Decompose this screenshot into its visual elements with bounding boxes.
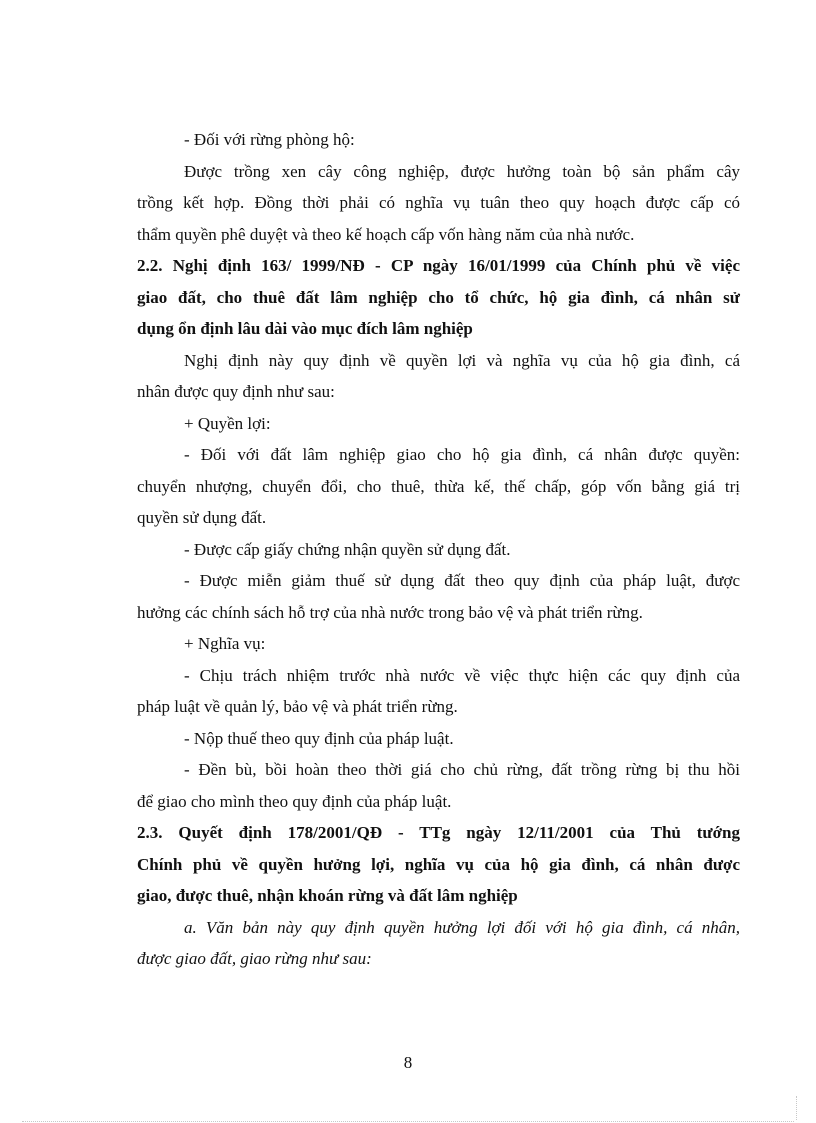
bullet-line: - Đền bù, bồi hoàn theo thời giá cho chủ rừng, đất trồng rừng bị thu hồi bbox=[184, 760, 740, 779]
subheading-obligations: + Nghĩa vụ: bbox=[184, 634, 266, 653]
section-heading-2-2: 2.2. Nghị định 163/ 1999/NĐ - CP ngày 16/01/1999 của Chính phủ về việc bbox=[137, 256, 740, 275]
bullet-line: - Được cấp giấy chứng nhận quyền sử dụng đất. bbox=[184, 539, 511, 559]
paragraph-line: Nghị định này quy định về quyền lợi và nghĩa vụ của hộ gia đình, cá bbox=[184, 350, 740, 370]
page-margin-guide bbox=[796, 1096, 797, 1120]
bullet-line: - Nộp thuế theo quy định của pháp luật. bbox=[184, 728, 454, 748]
italic-paragraph-line: được giao đất, giao rừng như sau: bbox=[137, 949, 372, 968]
bullet-line: - Được miễn giảm thuế sử dụng đất theo quy định của pháp luật, được bbox=[184, 571, 740, 590]
paragraph-line: trồng kết hợp. Đồng thời phải có nghĩa vụ tuân theo quy hoạch được cấp có bbox=[137, 193, 740, 212]
paragraph-line: để giao cho mình theo quy định của pháp luật. bbox=[137, 791, 452, 811]
paragraph-line: pháp luật về quản lý, bảo vệ và phát triển rừng. bbox=[137, 697, 458, 716]
paragraph-line: hưởng các chính sách hỗ trợ của nhà nước trong bảo vệ và phát triển rừng. bbox=[137, 602, 643, 622]
section-heading-2-3: giao, được thuê, nhận khoán rừng và đất lâm nghiệp bbox=[137, 886, 518, 905]
paragraph-line: nhân được quy định như sau: bbox=[137, 382, 335, 401]
section-heading-2-2: dụng ổn định lâu dài vào mục đích lâm nghiệp bbox=[137, 319, 473, 338]
document-body bbox=[137, 124, 740, 975]
section-heading-2-2: giao đất, cho thuê đất lâm nghiệp cho tổ chức, hộ gia đình, cá nhân sử bbox=[137, 287, 740, 307]
bullet-line: - Đối với rừng phòng hộ: bbox=[184, 130, 355, 149]
italic-paragraph-line: a. Văn bản này quy định quyền hưởng lợi đối với hộ gia đình, cá nhân, bbox=[184, 917, 740, 937]
page-number: 8 bbox=[403, 1053, 413, 1072]
section-heading-2-3: Chính phủ về quyền hưởng lợi, nghĩa vụ của hộ gia đình, cá nhân được bbox=[137, 854, 740, 874]
page-bottom-border bbox=[22, 1121, 794, 1122]
paragraph-line: Được trồng xen cây công nghiệp, được hưởng toàn bộ sản phẩm cây bbox=[184, 161, 740, 181]
bullet-line: - Đối với đất lâm nghiệp giao cho hộ gia đình, cá nhân được quyền: bbox=[184, 445, 740, 464]
paragraph-line: thẩm quyền phê duyệt và theo kế hoạch cấp vốn hàng năm của nhà nước. bbox=[137, 224, 635, 244]
subheading-rights: + Quyền lợi: bbox=[184, 413, 271, 433]
paragraph-line: chuyển nhượng, chuyển đổi, cho thuê, thừa kế, thế chấp, góp vốn bằng giá trị bbox=[137, 476, 740, 496]
paragraph-line: quyền sử dụng đất. bbox=[137, 508, 267, 527]
section-heading-2-3: 2.3. Quyết định 178/2001/QĐ - TTg ngày 12/11/2001 của Thủ tướng bbox=[137, 823, 740, 842]
bullet-line: - Chịu trách nhiệm trước nhà nước về việc thực hiện các quy định của bbox=[184, 665, 740, 685]
